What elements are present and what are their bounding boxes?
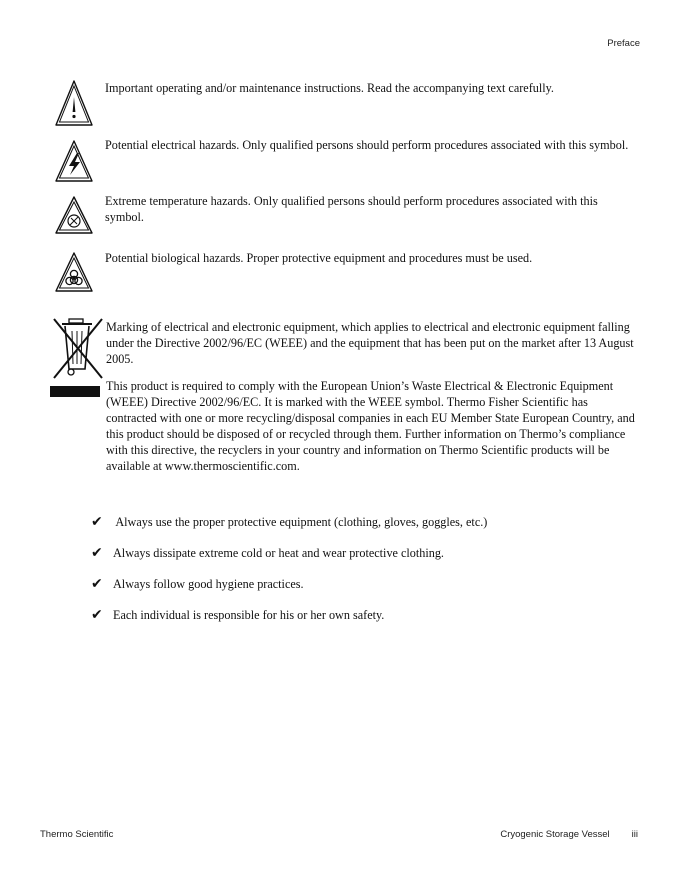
checkmark-icon: ✔ — [91, 514, 103, 530]
footer-title: Cryogenic Storage Vessel — [500, 829, 610, 840]
biohazard-icon — [54, 250, 94, 294]
warning-text: Potential electrical hazards. Only qualified persons should perform procedures associated with this symbol. — [105, 138, 629, 152]
weee-compliance-paragraph: This product is required to comply with the European Union’s Waste Electrical & Electronic Equipment (WEEE) Directive 2002/96/EC. It is marked with the WEEE symbol. Thermo Fisher Scientific has contracted with one or more recycling/disposal companies in each EU Member State European Country, and this product should be disposed of or recycled through them. Further information on Thermo’s compliance with this directive, the recyclers in your country and information on Thermo Scientific products will be available at www.thermoscientific.com. — [106, 379, 635, 473]
warning-text: Potential biological hazards. Proper protective equipment and procedures must be used. — [105, 251, 533, 265]
footer-brand: Thermo Scientific — [40, 829, 114, 840]
warning-text: Extreme temperature hazards. Only qualified persons should perform procedures associated with this symbol. — [105, 194, 598, 224]
electrical-hazard-icon — [54, 138, 94, 184]
page-number: iii — [631, 829, 638, 840]
checkmark-icon: ✔ — [91, 607, 103, 623]
list-item-text: Each individual is responsible for his or her own safety. — [113, 608, 385, 622]
extreme-temperature-hazard-icon — [54, 194, 94, 236]
weee-crossed-bin-icon — [50, 315, 106, 399]
safety-checklist — [91, 514, 611, 638]
footer-doc-info — [500, 829, 638, 840]
warning-text: Important operating and/or maintenance instructions. Read the accompanying text carefully. — [105, 81, 554, 95]
list-item — [91, 545, 611, 576]
checkmark-icon: ✔ — [91, 576, 103, 592]
running-header: Preface — [607, 38, 640, 49]
checkmark-icon: ✔ — [91, 545, 103, 561]
list-item — [91, 607, 611, 638]
list-item-text: Always follow good hygiene practices. — [113, 577, 304, 591]
exclamation-triangle-icon — [54, 78, 94, 128]
list-item — [91, 514, 611, 545]
list-item — [91, 576, 611, 607]
weee-marking-paragraph: Marking of electrical and electronic equipment, which applies to electrical and electronic equipment falling under the Directive 2002/96/EC (WEEE) and the equipment that has been put on the market after 13 August 2005. — [106, 320, 634, 366]
list-item-text: Always use the proper protective equipment (clothing, gloves, goggles, etc.) — [113, 515, 488, 529]
list-item-text: Always dissipate extreme cold or heat and wear protective clothing. — [113, 546, 444, 560]
